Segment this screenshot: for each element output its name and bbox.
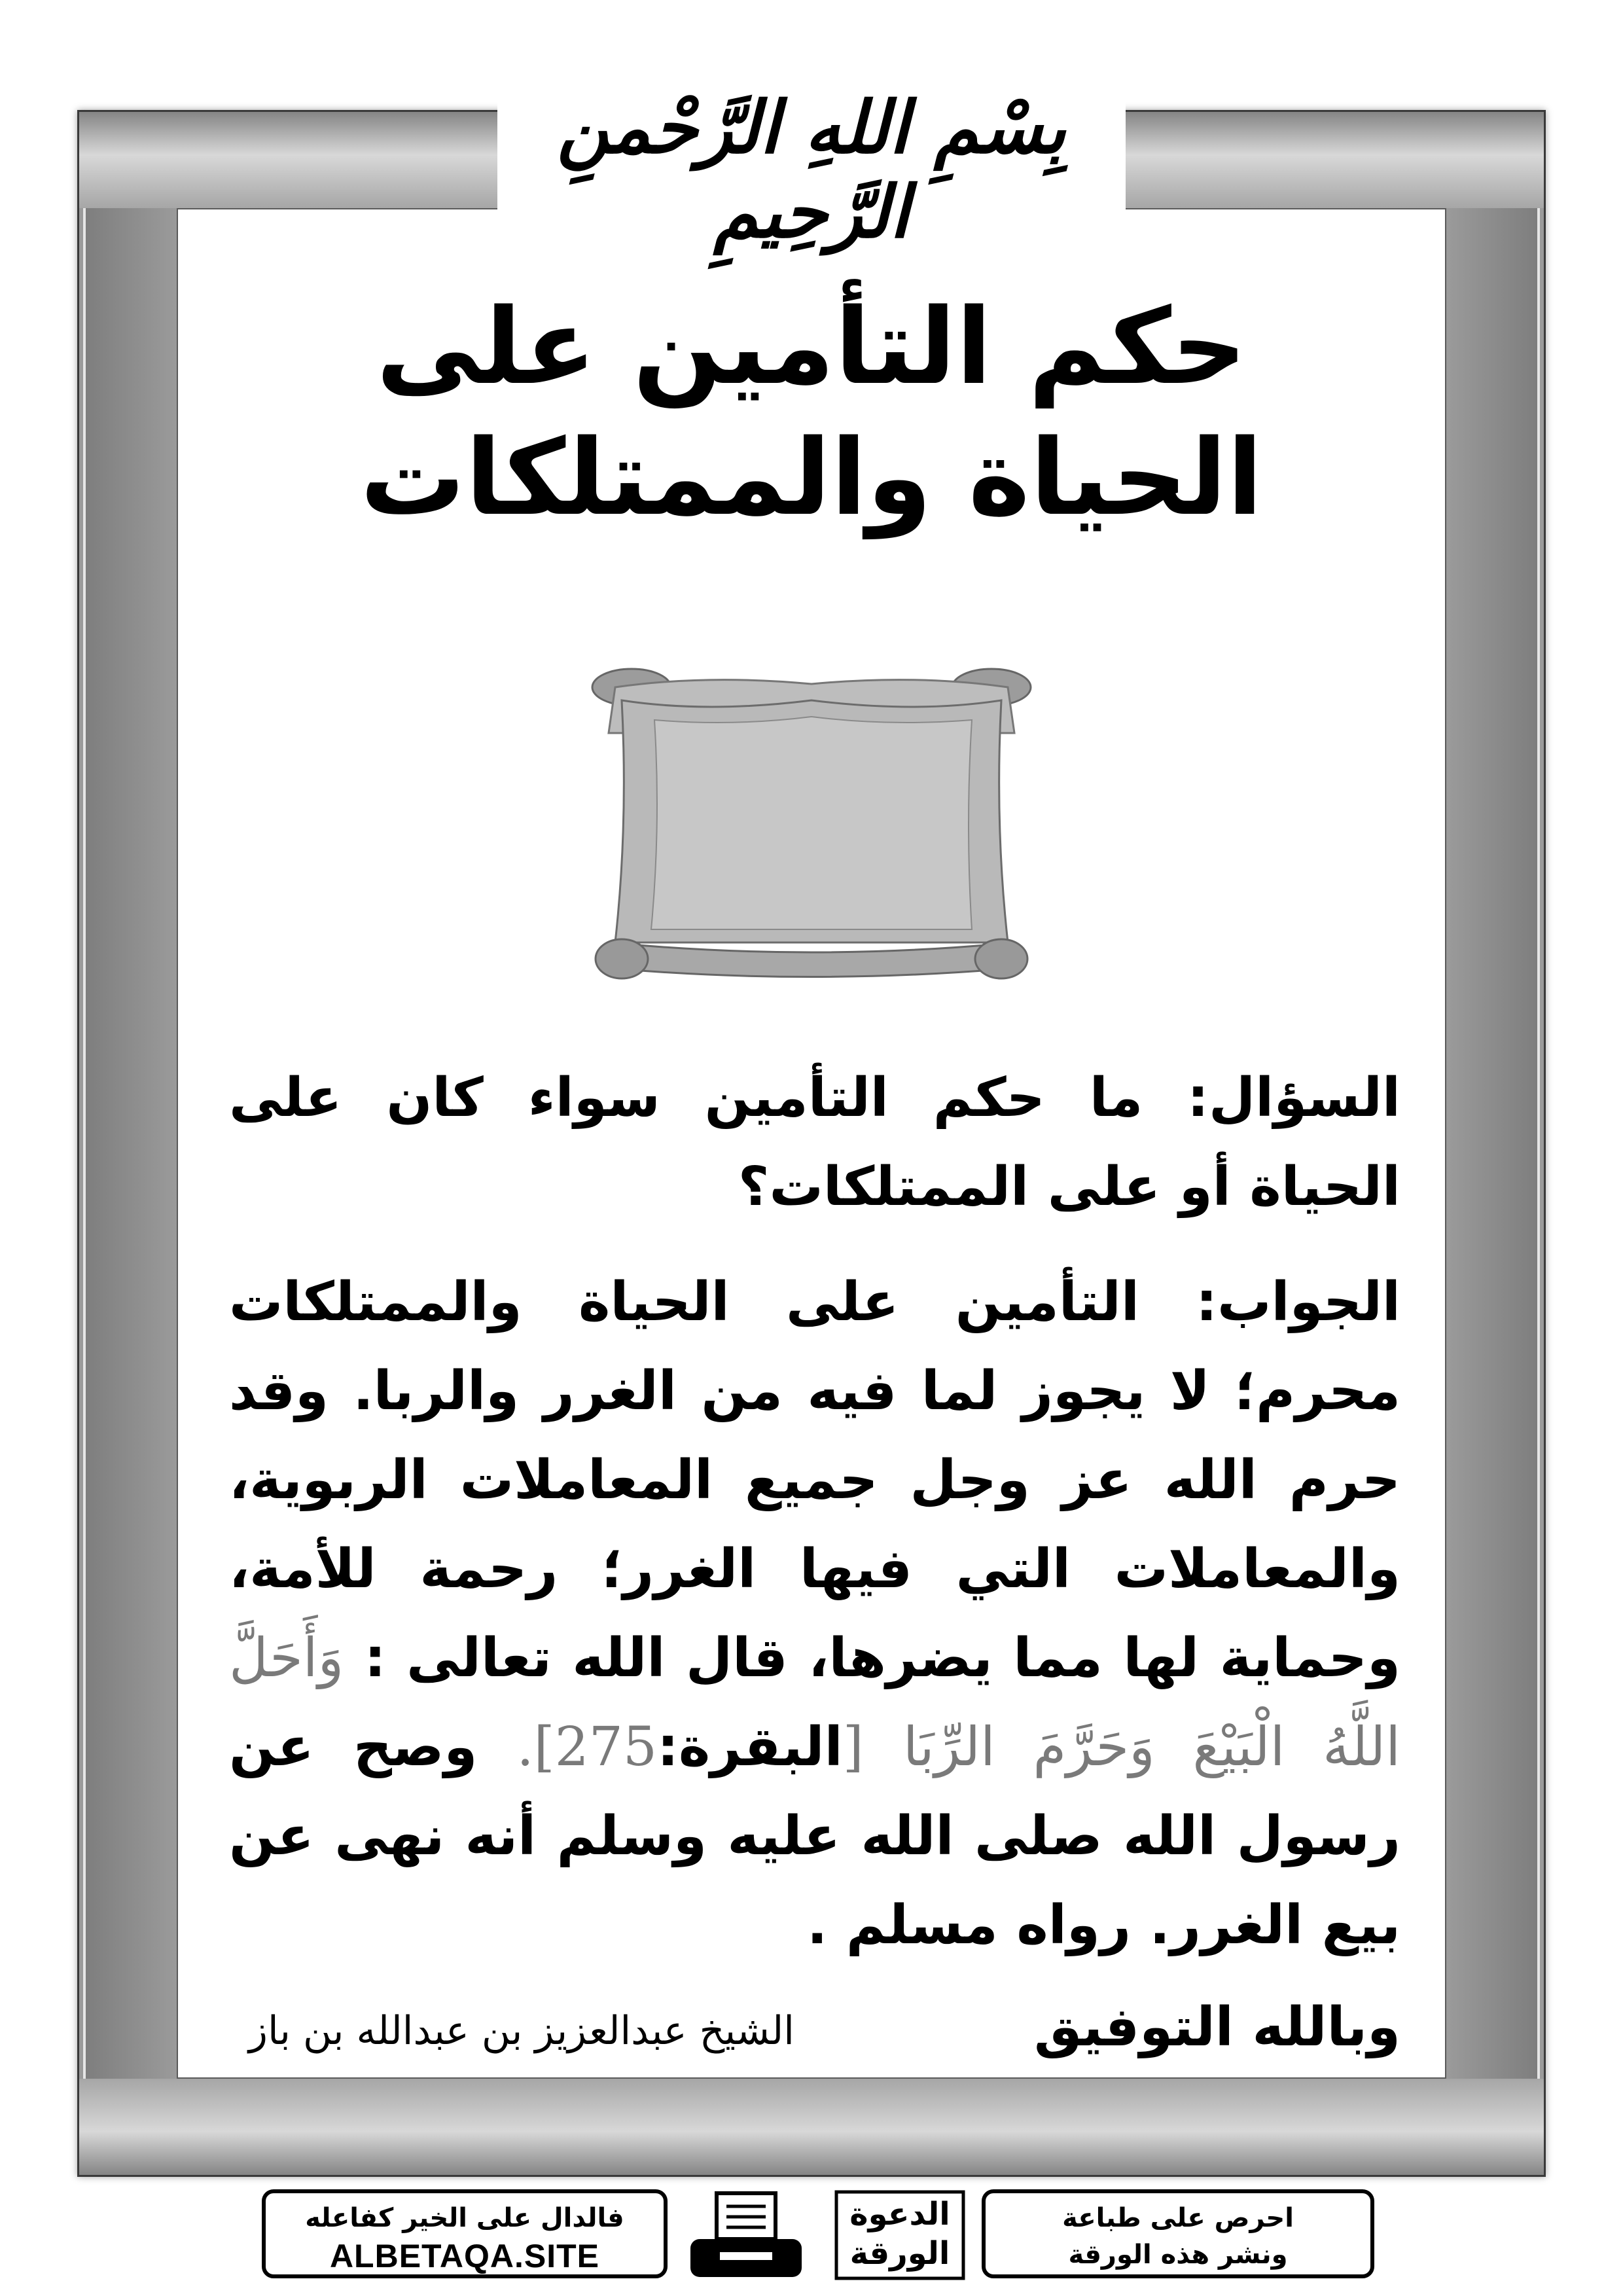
page-title [209, 281, 1414, 543]
question-text: ما حكم التأمين سواء كان على الحياة أو على الممتلكات؟ [229, 1067, 1400, 1218]
print-notice-line-1: احرص على طباعة [1062, 2203, 1294, 2233]
reference-close-bracket: ]. [516, 1716, 555, 1778]
frame-bottom-band [77, 2079, 1546, 2177]
answer-text-part2: وصح عن رسول الله صلى الله عليه وسلم أنه نهى عن بيع الغرر. رواه مسلم . [229, 1716, 1400, 1956]
closing-phrase: وبالله التوفيق [1034, 1996, 1400, 2058]
quran-verse: وَأَحَلَّ اللَّهُ الْبَيْعَ وَحَرَّمَ الرِّبَا [229, 1627, 1400, 1778]
answer-paragraph [229, 1258, 1400, 1970]
printer-icon [681, 2189, 812, 2281]
answer-label: الجواب: [1196, 1271, 1400, 1333]
site-url[interactable]: ALBETAQA.SITE [329, 2238, 600, 2274]
logo-text [831, 2189, 969, 2281]
logo-line-2: الورقة [849, 2235, 950, 2272]
author-name: الشيخ عبدالعزيز بن عبدالله بن باز [249, 2008, 794, 2054]
title-line-2: الحياة والممتلكات [360, 416, 1263, 539]
reference-verse-number: 275 [554, 1716, 658, 1778]
question-paragraph [229, 1054, 1400, 1232]
reference-surah: البقرة: [657, 1716, 843, 1778]
footer-bar [262, 2189, 1374, 2281]
basmala-badge [497, 46, 1126, 254]
print-notice-line-2: ونشر هذه الورقة [1068, 2240, 1288, 2270]
footer-proverb: فالدال على الخير كفاعله [305, 2203, 624, 2233]
footer-site-box [262, 2189, 668, 2278]
answer-text-part1: التأمين على الحياة والممتلكات محرم؛ لا يجوز لما فيه من الغرر والربا. وقد حرم الله عز وجل جميع المعاملات الربوية، والمعاملات التي فيها الغرر؛ رحمة للأمة، وحماية لها مما يضرها، قال الله تعالى : [229, 1271, 1400, 1689]
article-body [229, 1054, 1400, 1970]
title-line-1: حكم التأمين على [376, 285, 1247, 408]
basmala: بِسْمِ اللهِ الرَّحْمنِ الرَّحِيمِ [556, 85, 1067, 254]
signature-row [229, 1996, 1400, 2075]
logo-line-1: الدعوة [849, 2196, 950, 2233]
question-label: السؤال: [1187, 1067, 1400, 1129]
footer-print-notice [982, 2189, 1374, 2278]
scroll-icon [576, 661, 1047, 988]
reference-open-bracket: [ [842, 1716, 864, 1778]
